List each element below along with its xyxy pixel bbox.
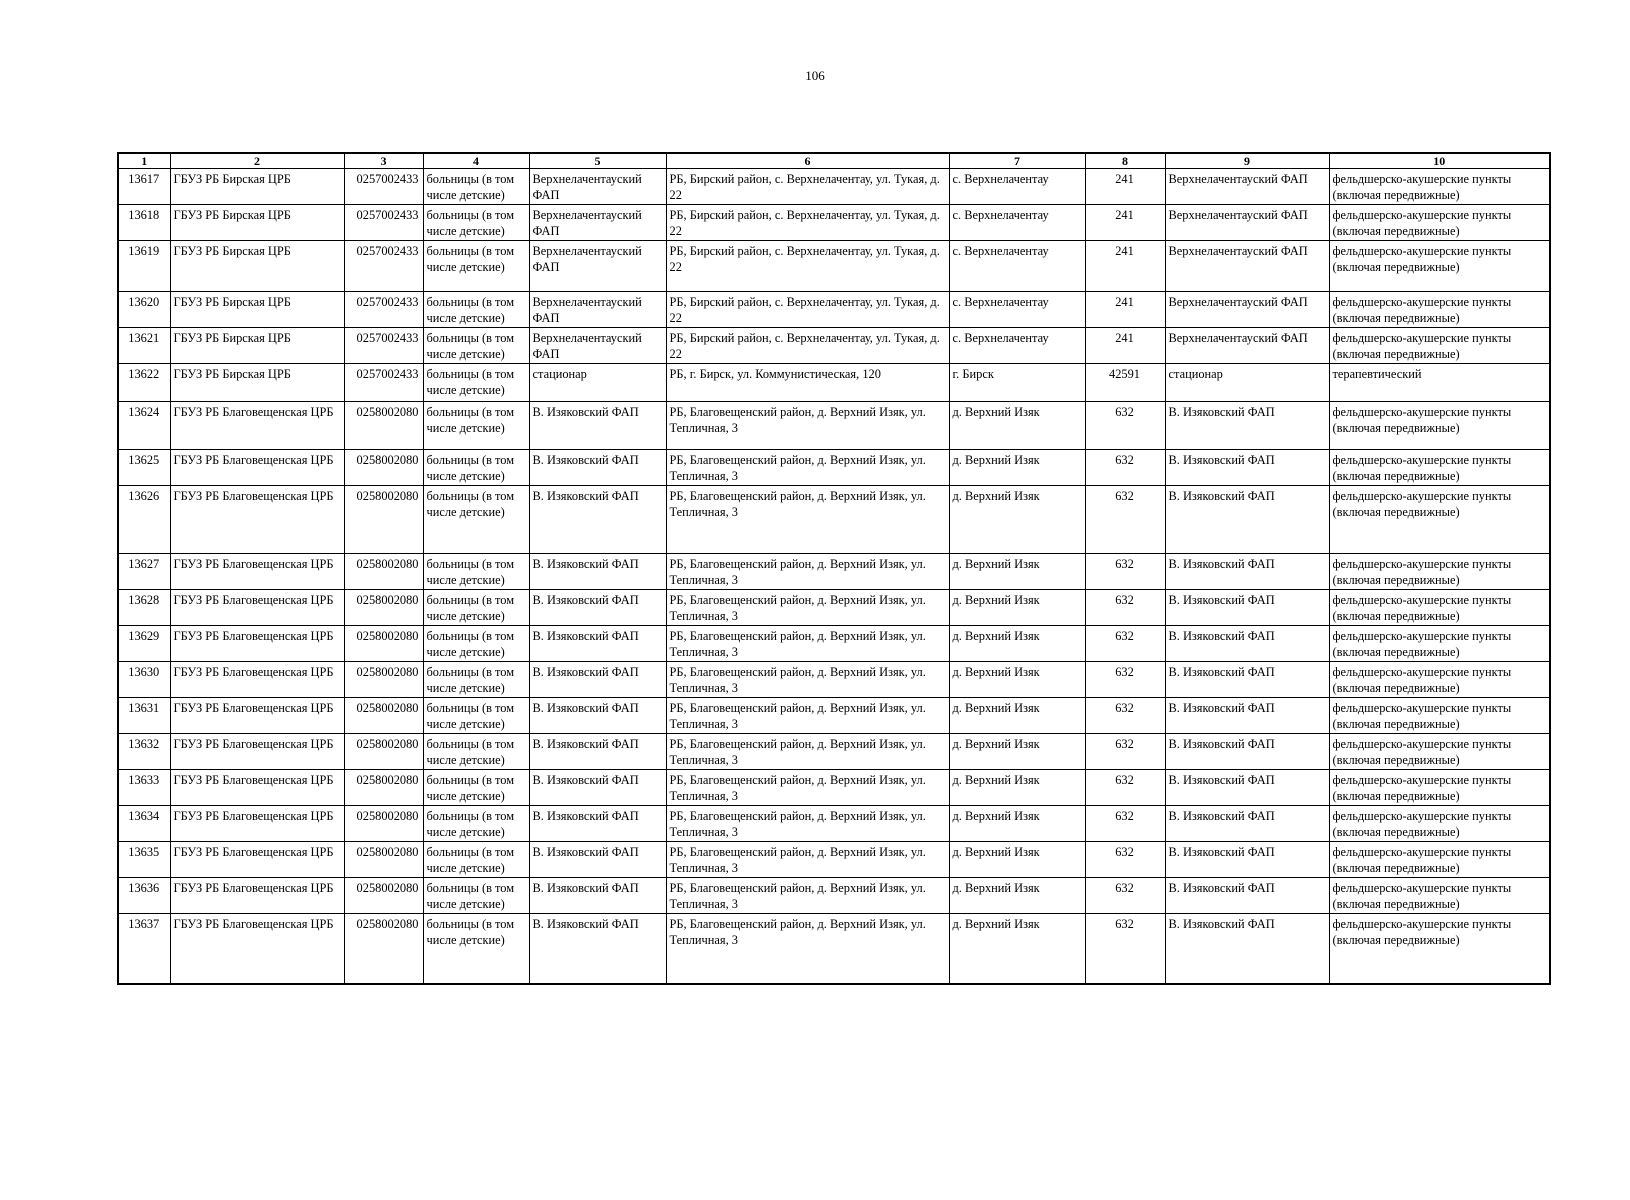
locality-cell: д. Верхний Изяк [949,914,1085,984]
row-id: 13636 [118,878,170,914]
facility-type-cell: больницы (в том числе детские) [423,878,529,914]
inn-cell: 0258002080 [344,878,423,914]
profile-cell: фельдшерско-акушерские пункты (включая передвижные) [1329,878,1550,914]
facility-type-cell: больницы (в том числе детские) [423,662,529,698]
subunit-cell: В. Изяковский ФАП [1165,554,1329,590]
locality-cell: д. Верхний Изяк [949,402,1085,450]
row-id: 13625 [118,450,170,486]
inn-cell: 0258002080 [344,806,423,842]
row-id: 13621 [118,328,170,364]
inn-cell: 0257002433 [344,292,423,328]
subunit-cell: В. Изяковский ФАП [1165,662,1329,698]
subunit-cell: Верхнелачентауский ФАП [1165,205,1329,241]
inn-cell: 0257002433 [344,205,423,241]
organization-cell: ГБУЗ РБ Благовещенская ЦРБ [170,842,344,878]
facility-type-cell: больницы (в том числе детские) [423,590,529,626]
profile-cell: фельдшерско-акушерские пункты (включая передвижные) [1329,169,1550,205]
organization-cell: ГБУЗ РБ Благовещенская ЦРБ [170,770,344,806]
profile-cell: фельдшерско-акушерские пункты (включая передвижные) [1329,698,1550,734]
row-id: 13635 [118,842,170,878]
facility-type-cell: больницы (в том числе детские) [423,734,529,770]
unit-name-cell: стационар [529,364,666,402]
subunit-cell: В. Изяковский ФАП [1165,626,1329,662]
table-row [118,402,1550,450]
address-cell: РБ, Благовещенский район, д. Верхний Изяк, ул. Тепличная, 3 [666,590,949,626]
column-header: 5 [529,153,666,169]
table-row [118,554,1550,590]
organization-cell: ГБУЗ РБ Благовещенская ЦРБ [170,450,344,486]
locality-cell: с. Верхнелачентау [949,205,1085,241]
row-id: 13634 [118,806,170,842]
facility-type-cell: больницы (в том числе детские) [423,698,529,734]
inn-cell: 0258002080 [344,842,423,878]
profile-cell: фельдшерско-акушерские пункты (включая передвижные) [1329,486,1550,554]
table-row [118,878,1550,914]
column-header: 9 [1165,153,1329,169]
locality-cell: г. Бирск [949,364,1085,402]
address-cell: РБ, Благовещенский район, д. Верхний Изяк, ул. Тепличная, 3 [666,878,949,914]
column-header: 3 [344,153,423,169]
address-cell: РБ, Бирский район, с. Верхнелачентау, ул. Тукая, д. 22 [666,292,949,328]
facility-type-cell: больницы (в том числе детские) [423,169,529,205]
organization-cell: ГБУЗ РБ Благовещенская ЦРБ [170,402,344,450]
subunit-cell: Верхнелачентауский ФАП [1165,241,1329,292]
unit-name-cell: В. Изяковский ФАП [529,450,666,486]
inn-cell: 0258002080 [344,450,423,486]
code-cell: 241 [1085,328,1165,364]
address-cell: РБ, Благовещенский район, д. Верхний Изяк, ул. Тепличная, 3 [666,554,949,590]
unit-name-cell: В. Изяковский ФАП [529,734,666,770]
subunit-cell: В. Изяковский ФАП [1165,590,1329,626]
table-row [118,205,1550,241]
row-id: 13626 [118,486,170,554]
facility-type-cell: больницы (в том числе детские) [423,292,529,328]
code-cell: 632 [1085,842,1165,878]
header-row [118,153,1550,169]
row-id: 13617 [118,169,170,205]
table-row [118,241,1550,292]
registry-table [117,152,1551,985]
organization-cell: ГБУЗ РБ Бирская ЦРБ [170,205,344,241]
address-cell: РБ, Бирский район, с. Верхнелачентау, ул. Тукая, д. 22 [666,205,949,241]
unit-name-cell: В. Изяковский ФАП [529,662,666,698]
organization-cell: ГБУЗ РБ Бирская ЦРБ [170,292,344,328]
table-row [118,842,1550,878]
code-cell: 632 [1085,590,1165,626]
code-cell: 632 [1085,402,1165,450]
profile-cell: фельдшерско-акушерские пункты (включая передвижные) [1329,770,1550,806]
subunit-cell: В. Изяковский ФАП [1165,734,1329,770]
profile-cell: фельдшерско-акушерские пункты (включая передвижные) [1329,734,1550,770]
unit-name-cell: В. Изяковский ФАП [529,806,666,842]
organization-cell: ГБУЗ РБ Благовещенская ЦРБ [170,914,344,984]
inn-cell: 0257002433 [344,169,423,205]
organization-cell: ГБУЗ РБ Благовещенская ЦРБ [170,662,344,698]
subunit-cell: В. Изяковский ФАП [1165,486,1329,554]
table-row [118,770,1550,806]
facility-type-cell: больницы (в том числе детские) [423,328,529,364]
facility-type-cell: больницы (в том числе детские) [423,626,529,662]
subunit-cell: В. Изяковский ФАП [1165,914,1329,984]
facility-type-cell: больницы (в том числе детские) [423,205,529,241]
inn-cell: 0258002080 [344,734,423,770]
organization-cell: ГБУЗ РБ Бирская ЦРБ [170,169,344,205]
address-cell: РБ, Бирский район, с. Верхнелачентау, ул. Тукая, д. 22 [666,328,949,364]
facility-type-cell: больницы (в том числе детские) [423,806,529,842]
address-cell: РБ, Благовещенский район, д. Верхний Изяк, ул. Тепличная, 3 [666,402,949,450]
unit-name-cell: В. Изяковский ФАП [529,914,666,984]
unit-name-cell: В. Изяковский ФАП [529,486,666,554]
table-row [118,292,1550,328]
table-row [118,662,1550,698]
unit-name-cell: Верхнелачентауский ФАП [529,169,666,205]
profile-cell: фельдшерско-акушерские пункты (включая передвижные) [1329,914,1550,984]
column-header: 10 [1329,153,1550,169]
facility-type-cell: больницы (в том числе детские) [423,770,529,806]
subunit-cell: В. Изяковский ФАП [1165,878,1329,914]
organization-cell: ГБУЗ РБ Благовещенская ЦРБ [170,806,344,842]
table-row [118,626,1550,662]
facility-type-cell: больницы (в том числе детские) [423,450,529,486]
organization-cell: ГБУЗ РБ Бирская ЦРБ [170,364,344,402]
unit-name-cell: В. Изяковский ФАП [529,770,666,806]
code-cell: 632 [1085,914,1165,984]
subunit-cell: В. Изяковский ФАП [1165,402,1329,450]
locality-cell: д. Верхний Изяк [949,806,1085,842]
subunit-cell: В. Изяковский ФАП [1165,842,1329,878]
locality-cell: д. Верхний Изяк [949,842,1085,878]
profile-cell: фельдшерско-акушерские пункты (включая передвижные) [1329,292,1550,328]
row-id: 13620 [118,292,170,328]
organization-cell: ГБУЗ РБ Благовещенская ЦРБ [170,626,344,662]
column-header: 6 [666,153,949,169]
table-row [118,450,1550,486]
code-cell: 241 [1085,292,1165,328]
code-cell: 632 [1085,626,1165,662]
unit-name-cell: В. Изяковский ФАП [529,626,666,662]
subunit-cell: В. Изяковский ФАП [1165,806,1329,842]
code-cell: 632 [1085,450,1165,486]
address-cell: РБ, Бирский район, с. Верхнелачентау, ул. Тукая, д. 22 [666,169,949,205]
code-cell: 632 [1085,554,1165,590]
subunit-cell: Верхнелачентауский ФАП [1165,169,1329,205]
page-number: 106 [805,68,825,83]
address-cell: РБ, Благовещенский район, д. Верхний Изяк, ул. Тепличная, 3 [666,770,949,806]
subunit-cell: стационар [1165,364,1329,402]
subunit-cell: В. Изяковский ФАП [1165,698,1329,734]
profile-cell: фельдшерско-акушерские пункты (включая передвижные) [1329,806,1550,842]
column-header: 4 [423,153,529,169]
profile-cell: фельдшерско-акушерские пункты (включая передвижные) [1329,205,1550,241]
address-cell: РБ, Благовещенский район, д. Верхний Изяк, ул. Тепличная, 3 [666,806,949,842]
table-row [118,486,1550,554]
code-cell: 632 [1085,806,1165,842]
profile-cell: фельдшерско-акушерские пункты (включая передвижные) [1329,241,1550,292]
row-id: 13637 [118,914,170,984]
code-cell: 241 [1085,241,1165,292]
row-id: 13630 [118,662,170,698]
organization-cell: ГБУЗ РБ Бирская ЦРБ [170,241,344,292]
profile-cell: фельдшерско-акушерские пункты (включая передвижные) [1329,328,1550,364]
column-header: 8 [1085,153,1165,169]
subunit-cell: В. Изяковский ФАП [1165,770,1329,806]
code-cell: 632 [1085,770,1165,806]
row-id: 13618 [118,205,170,241]
locality-cell: д. Верхний Изяк [949,662,1085,698]
unit-name-cell: В. Изяковский ФАП [529,842,666,878]
row-id: 13632 [118,734,170,770]
code-cell: 632 [1085,486,1165,554]
profile-cell: фельдшерско-акушерские пункты (включая передвижные) [1329,626,1550,662]
row-id: 13622 [118,364,170,402]
row-id: 13627 [118,554,170,590]
inn-cell: 0257002433 [344,241,423,292]
address-cell: РБ, Благовещенский район, д. Верхний Изяк, ул. Тепличная, 3 [666,842,949,878]
code-cell: 632 [1085,878,1165,914]
facility-type-cell: больницы (в том числе детские) [423,402,529,450]
table-row [118,806,1550,842]
subunit-cell: Верхнелачентауский ФАП [1165,328,1329,364]
profile-cell: фельдшерско-акушерские пункты (включая передвижные) [1329,842,1550,878]
facility-type-cell: больницы (в том числе детские) [423,914,529,984]
inn-cell: 0258002080 [344,402,423,450]
facility-type-cell: больницы (в том числе детские) [423,241,529,292]
unit-name-cell: Верхнелачентауский ФАП [529,292,666,328]
inn-cell: 0258002080 [344,486,423,554]
table-row [118,590,1550,626]
column-header: 2 [170,153,344,169]
locality-cell: с. Верхнелачентау [949,169,1085,205]
address-cell: РБ, г. Бирск, ул. Коммунистическая, 120 [666,364,949,402]
code-cell: 241 [1085,205,1165,241]
unit-name-cell: Верхнелачентауский ФАП [529,328,666,364]
inn-cell: 0258002080 [344,698,423,734]
organization-cell: ГБУЗ РБ Благовещенская ЦРБ [170,734,344,770]
organization-cell: ГБУЗ РБ Благовещенская ЦРБ [170,486,344,554]
inn-cell: 0258002080 [344,662,423,698]
locality-cell: д. Верхний Изяк [949,626,1085,662]
facility-type-cell: больницы (в том числе детские) [423,486,529,554]
facility-type-cell: больницы (в том числе детские) [423,364,529,402]
subunit-cell: В. Изяковский ФАП [1165,450,1329,486]
row-id: 13628 [118,590,170,626]
unit-name-cell: В. Изяковский ФАП [529,554,666,590]
locality-cell: с. Верхнелачентау [949,292,1085,328]
column-header: 1 [118,153,170,169]
unit-name-cell: В. Изяковский ФАП [529,698,666,734]
inn-cell: 0258002080 [344,554,423,590]
table-row [118,364,1550,402]
profile-cell: фельдшерско-акушерские пункты (включая передвижные) [1329,450,1550,486]
row-id: 13631 [118,698,170,734]
inn-cell: 0258002080 [344,590,423,626]
code-cell: 632 [1085,734,1165,770]
table-row [118,914,1550,984]
locality-cell: д. Верхний Изяк [949,878,1085,914]
locality-cell: д. Верхний Изяк [949,554,1085,590]
row-id: 13619 [118,241,170,292]
table-row [118,698,1550,734]
profile-cell: фельдшерско-акушерские пункты (включая передвижные) [1329,662,1550,698]
address-cell: РБ, Благовещенский район, д. Верхний Изяк, ул. Тепличная, 3 [666,450,949,486]
facility-type-cell: больницы (в том числе детские) [423,842,529,878]
code-cell: 42591 [1085,364,1165,402]
inn-cell: 0257002433 [344,328,423,364]
organization-cell: ГБУЗ РБ Благовещенская ЦРБ [170,878,344,914]
unit-name-cell: Верхнелачентауский ФАП [529,205,666,241]
locality-cell: с. Верхнелачентау [949,328,1085,364]
locality-cell: д. Верхний Изяк [949,698,1085,734]
locality-cell: д. Верхний Изяк [949,734,1085,770]
address-cell: РБ, Благовещенский район, д. Верхний Изяк, ул. Тепличная, 3 [666,486,949,554]
address-cell: РБ, Бирский район, с. Верхнелачентау, ул. Тукая, д. 22 [666,241,949,292]
profile-cell: фельдшерско-акушерские пункты (включая передвижные) [1329,554,1550,590]
inn-cell: 0257002433 [344,364,423,402]
locality-cell: д. Верхний Изяк [949,486,1085,554]
profile-cell: фельдшерско-акушерские пункты (включая передвижные) [1329,590,1550,626]
organization-cell: ГБУЗ РБ Бирская ЦРБ [170,328,344,364]
column-header: 7 [949,153,1085,169]
code-cell: 632 [1085,662,1165,698]
unit-name-cell: В. Изяковский ФАП [529,402,666,450]
row-id: 13633 [118,770,170,806]
locality-cell: д. Верхний Изяк [949,590,1085,626]
address-cell: РБ, Благовещенский район, д. Верхний Изяк, ул. Тепличная, 3 [666,734,949,770]
address-cell: РБ, Благовещенский район, д. Верхний Изяк, ул. Тепличная, 3 [666,914,949,984]
inn-cell: 0258002080 [344,770,423,806]
unit-name-cell: В. Изяковский ФАП [529,590,666,626]
code-cell: 632 [1085,698,1165,734]
unit-name-cell: В. Изяковский ФАП [529,878,666,914]
unit-name-cell: Верхнелачентауский ФАП [529,241,666,292]
inn-cell: 0258002080 [344,914,423,984]
table-row [118,328,1550,364]
locality-cell: д. Верхний Изяк [949,450,1085,486]
code-cell: 241 [1085,169,1165,205]
inn-cell: 0258002080 [344,626,423,662]
facility-type-cell: больницы (в том числе детские) [423,554,529,590]
subunit-cell: Верхнелачентауский ФАП [1165,292,1329,328]
table-row [118,169,1550,205]
organization-cell: ГБУЗ РБ Благовещенская ЦРБ [170,554,344,590]
organization-cell: ГБУЗ РБ Благовещенская ЦРБ [170,698,344,734]
profile-cell: терапевтический [1329,364,1550,402]
address-cell: РБ, Благовещенский район, д. Верхний Изяк, ул. Тепличная, 3 [666,662,949,698]
organization-cell: ГБУЗ РБ Благовещенская ЦРБ [170,590,344,626]
row-id: 13629 [118,626,170,662]
address-cell: РБ, Благовещенский район, д. Верхний Изяк, ул. Тепличная, 3 [666,698,949,734]
row-id: 13624 [118,402,170,450]
locality-cell: с. Верхнелачентау [949,241,1085,292]
address-cell: РБ, Благовещенский район, д. Верхний Изяк, ул. Тепличная, 3 [666,626,949,662]
profile-cell: фельдшерско-акушерские пункты (включая передвижные) [1329,402,1550,450]
table-row [118,734,1550,770]
locality-cell: д. Верхний Изяк [949,770,1085,806]
